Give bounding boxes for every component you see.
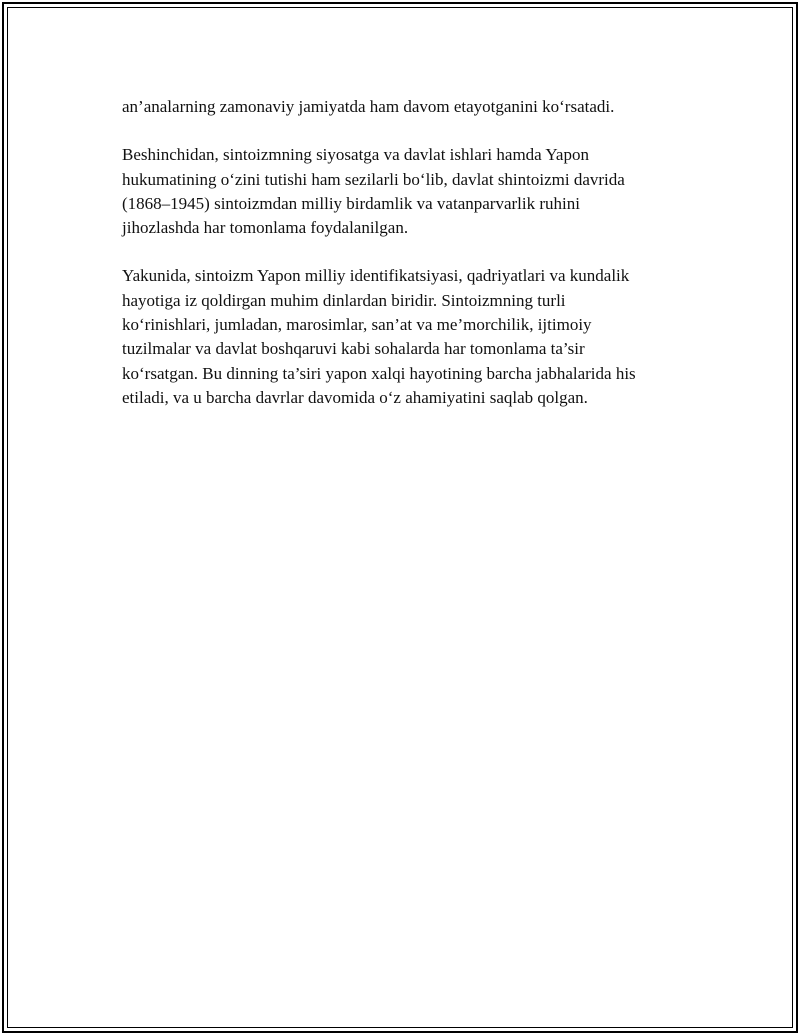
text-line: ko‘rinishlari, jumladan, marosimlar, san’at va me’morchilik, ijtimoiy — [122, 315, 592, 335]
text-line: jihozlashda har tomonlama foydalanilgan. — [122, 218, 409, 238]
text-line: (1868–1945) sintoizmdan milliy birdamlik va vatanparvarlik ruhini — [122, 193, 580, 213]
document-body — [122, 95, 692, 434]
text-line: ko‘rsatgan. Bu dinning ta’siri yapon xalqi hayotining barcha jabhalarida his — [122, 363, 636, 383]
paragraph-fifth-point — [122, 143, 692, 240]
text-line: Beshinchidan, sintoizmning siyosatga va davlat ishlari hamda Yapon — [122, 145, 589, 165]
text-line: etiladi, va u barcha davrlar davomida o‘z ahamiyatini saqlab qolgan. — [122, 387, 588, 407]
paragraph-conclusion — [122, 264, 692, 410]
text-line: tuzilmalar va davlat boshqaruvi kabi sohalarda har tomonlama ta’sir — [122, 339, 585, 359]
text-line: Yakunida, sintoizm Yapon milliy identifikatsiyasi, qadriyatlari va kundalik — [122, 266, 630, 286]
text-line: an’analarning zamonaviy jamiyatda ham davom etayotganini ko‘rsatadi. — [122, 97, 615, 116]
document-page — [2, 2, 798, 1033]
text-line: hayotiga iz qoldirgan muhim dinlardan biridir. Sintoizmning turli — [122, 290, 566, 310]
text-line: hukumatining o‘zini tutishi ham sezilarli bo‘lib, davlat shintoizmi davrida — [122, 169, 625, 189]
paragraph-continuation — [122, 95, 692, 119]
